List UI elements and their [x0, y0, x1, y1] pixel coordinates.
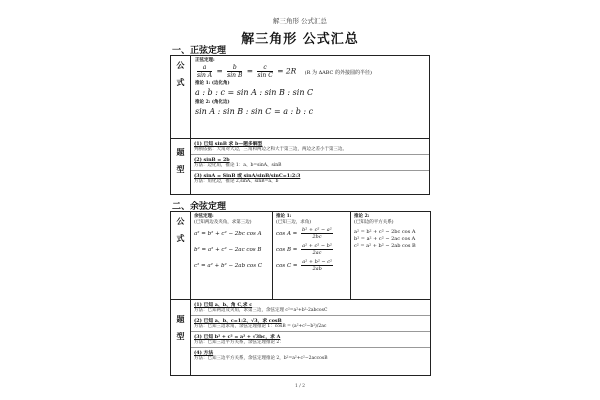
sine-cor2-title: 推论 2: (角化边)	[195, 100, 230, 105]
sine-formula-cell	[191, 56, 430, 139]
problem-item: (2) sinB = 2b 方法：边化角，推论 1：a、b=sinA、sinB	[191, 154, 429, 170]
sine-law-note: (R 为 ΔABC 的外接圆的半径)	[304, 69, 372, 76]
sine-problems-cell	[191, 139, 430, 195]
problem-item: (3) sinA = SinB 或 sinA/sinB/sinC=1:2:3 方法：角化边，推论 2,sinA、sinB=a、b	[191, 170, 429, 186]
cosine-law-title: 余弦定理:	[194, 214, 214, 219]
sine-cor1-formula: a : b : c = sin A : sin B : sin C	[195, 88, 314, 97]
cosine-law-a: a² = b² + c² − 2bc cos A	[194, 231, 262, 237]
sine-law-title: 正弦定理:	[195, 58, 215, 63]
cosine-law-b: b² = a² + c² − 2ac cos B	[194, 247, 262, 253]
sine-cor1-title: 推论 1: (边化角)	[195, 81, 230, 86]
cosine-problems-cell	[191, 300, 431, 376]
cosine-cor1-cell	[273, 212, 351, 300]
cosine-cor2-cell	[351, 212, 431, 300]
sine-law-table	[170, 55, 430, 195]
cosine-cor2-subtitle: (已知边的平方关系)	[354, 220, 394, 225]
sine-cor2-formula: sin A : sin B : sin C = a : b : c	[195, 107, 314, 116]
problem-item: (2) 已知 a、b、c=1:2、√3，求 cosB 方法：已知三边求角，余弦定理推论 1：cosB = (a²+c²−b²)/2ac	[191, 315, 430, 331]
cosine-cor1-subtitle: (已知三边，求角)	[276, 220, 312, 225]
cos-b-formula: cos B = $\frac{\text{a² + c² − b²}}{2ac}$	[276, 243, 332, 256]
cor2-line: c² = a² + b² − 2ab cos B	[354, 243, 416, 249]
problem-item: (1) 已知 sinB 求 b—题多解型 判断依据：大角对大边，三角和两边之和大于第三边，两边之差小于第三边。	[194, 141, 347, 152]
problem-label-cell: 题 型	[171, 139, 191, 195]
section-heading-cosine: 二、余弦定理	[172, 202, 227, 212]
cosine-law-cell	[191, 212, 273, 300]
cor2-line: b² = a² + c² − 2ac cos A	[354, 236, 416, 242]
cosine-law-table	[170, 211, 431, 376]
cosine-law-c: c² = a² + b² − 2ab cos C	[194, 263, 263, 269]
cosine-cor1-title: 推论 1:	[276, 214, 292, 219]
problem-item: (4) 方法 方法：已知三边平方关系，余弦定理推论 2，b²=a²+c²−2accosB	[191, 347, 430, 363]
section-heading-sine: 一、正弦定理	[172, 46, 227, 56]
sine-law-formula: $\frac{a}{\text{sin A}}$ = $\frac{b}{\text{sin B}}$ = $\frac{c}{\text{sin C}}$ = 2R (R 为 ΔABC 的外接圆的半径)	[197, 64, 372, 79]
cos-a-formula: cos A = $\frac{\text{b² + c² − a²}}{2bc}$	[276, 227, 332, 240]
problem-item: (1) 已知 a、b、角 C,求 c 方法：已知两边及夹角，求第三边，余弦定理 c²=a²+b²-2abcosC	[194, 302, 328, 313]
cosine-law-subtitle: (已知两边及夹角，求第三边)	[194, 220, 252, 225]
cosine-cor2-title: 推论 2:	[354, 214, 370, 219]
formula-label-cell: 公 式	[171, 56, 191, 139]
problem-label-cell: 题 型	[171, 300, 191, 376]
page-number: 1 / 2	[294, 384, 306, 389]
problem-item: (3) 已知 b² + c² = a² + √3bc，求 A 方法：已知三边平方关系，余弦定理推论 2：	[191, 331, 430, 347]
running-header: 解三角形 公式汇总	[272, 17, 328, 25]
page-title: 解三角形 公式汇总	[241, 32, 359, 47]
formula-label-cell: 公 式	[171, 212, 191, 300]
cor2-line: a² = b² + c² − 2bc cos A	[354, 229, 416, 235]
cos-c-formula: cos C = $\frac{\text{a² + b² − c²}}{2ab}$	[276, 259, 333, 272]
